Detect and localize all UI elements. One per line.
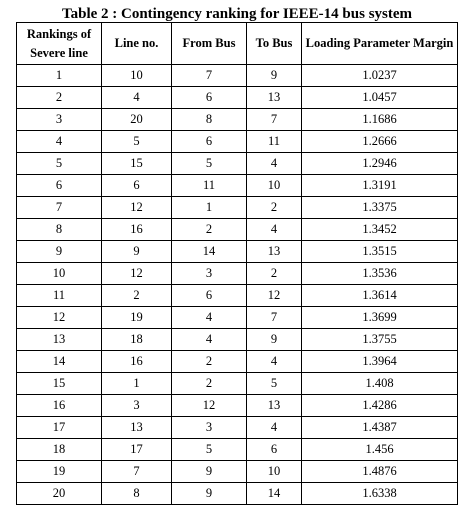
table-row	[17, 307, 458, 329]
cell-from-bus: 12	[172, 395, 247, 417]
cell-from-bus: 9	[172, 461, 247, 483]
cell-to-bus: 11	[247, 131, 302, 153]
table-row	[17, 395, 458, 417]
cell-from-bus: 6	[172, 131, 247, 153]
header-loading-margin: Loading Parameter Margin	[302, 23, 458, 65]
cell-to-bus: 10	[247, 175, 302, 197]
cell-loading-margin: 1.4286	[302, 395, 458, 417]
cell-from-bus: 6	[172, 285, 247, 307]
cell-rank: 11	[17, 285, 102, 307]
contingency-ranking-table	[16, 22, 458, 505]
cell-from-bus: 5	[172, 439, 247, 461]
cell-loading-margin: 1.3515	[302, 241, 458, 263]
cell-loading-margin: 1.3755	[302, 329, 458, 351]
cell-to-bus: 2	[247, 263, 302, 285]
cell-line-no: 8	[102, 483, 172, 505]
cell-line-no: 13	[102, 417, 172, 439]
cell-to-bus: 4	[247, 351, 302, 373]
cell-line-no: 3	[102, 395, 172, 417]
cell-loading-margin: 1.0237	[302, 65, 458, 87]
cell-from-bus: 9	[172, 483, 247, 505]
table-row	[17, 263, 458, 285]
cell-rank: 20	[17, 483, 102, 505]
cell-to-bus: 10	[247, 461, 302, 483]
cell-to-bus: 4	[247, 153, 302, 175]
table-row	[17, 153, 458, 175]
cell-loading-margin: 1.408	[302, 373, 458, 395]
cell-rank: 19	[17, 461, 102, 483]
cell-loading-margin: 1.6338	[302, 483, 458, 505]
cell-from-bus: 7	[172, 65, 247, 87]
cell-loading-margin: 1.3452	[302, 219, 458, 241]
table-body	[17, 65, 458, 505]
table-row	[17, 285, 458, 307]
cell-loading-margin: 1.4387	[302, 417, 458, 439]
cell-loading-margin: 1.3614	[302, 285, 458, 307]
cell-from-bus: 4	[172, 307, 247, 329]
cell-to-bus: 14	[247, 483, 302, 505]
cell-line-no: 20	[102, 109, 172, 131]
cell-from-bus: 14	[172, 241, 247, 263]
cell-line-no: 15	[102, 153, 172, 175]
cell-line-no: 19	[102, 307, 172, 329]
cell-rank: 2	[17, 87, 102, 109]
cell-rank: 10	[17, 263, 102, 285]
header-rankings-line2: Severe line	[30, 45, 88, 60]
cell-line-no: 5	[102, 131, 172, 153]
cell-to-bus: 4	[247, 417, 302, 439]
cell-line-no: 4	[102, 87, 172, 109]
table-row	[17, 461, 458, 483]
table-row	[17, 329, 458, 351]
cell-rank: 4	[17, 131, 102, 153]
cell-from-bus: 2	[172, 351, 247, 373]
cell-from-bus: 6	[172, 87, 247, 109]
cell-to-bus: 4	[247, 219, 302, 241]
header-rankings-line1: Rankings of	[26, 26, 92, 41]
table-row	[17, 65, 458, 87]
cell-to-bus: 7	[247, 307, 302, 329]
cell-rank: 7	[17, 197, 102, 219]
cell-loading-margin: 1.2666	[302, 131, 458, 153]
cell-rank: 17	[17, 417, 102, 439]
table-row	[17, 87, 458, 109]
cell-loading-margin: 1.1686	[302, 109, 458, 131]
cell-loading-margin: 1.4876	[302, 461, 458, 483]
cell-from-bus: 2	[172, 219, 247, 241]
cell-to-bus: 9	[247, 65, 302, 87]
cell-loading-margin: 1.456	[302, 439, 458, 461]
table-row	[17, 197, 458, 219]
cell-from-bus: 3	[172, 417, 247, 439]
header-from-bus: From Bus	[172, 23, 247, 65]
cell-rank: 13	[17, 329, 102, 351]
cell-loading-margin: 1.3191	[302, 175, 458, 197]
cell-line-no: 12	[102, 263, 172, 285]
cell-rank: 3	[17, 109, 102, 131]
cell-line-no: 10	[102, 65, 172, 87]
cell-line-no: 1	[102, 373, 172, 395]
cell-rank: 18	[17, 439, 102, 461]
cell-line-no: 16	[102, 351, 172, 373]
cell-to-bus: 6	[247, 439, 302, 461]
cell-from-bus: 3	[172, 263, 247, 285]
table-row	[17, 219, 458, 241]
cell-rank: 15	[17, 373, 102, 395]
header-to-bus: To Bus	[247, 23, 302, 65]
cell-rank: 6	[17, 175, 102, 197]
cell-rank: 16	[17, 395, 102, 417]
cell-to-bus: 5	[247, 373, 302, 395]
cell-from-bus: 8	[172, 109, 247, 131]
cell-to-bus: 2	[247, 197, 302, 219]
cell-from-bus: 4	[172, 329, 247, 351]
cell-from-bus: 2	[172, 373, 247, 395]
cell-rank: 12	[17, 307, 102, 329]
cell-from-bus: 5	[172, 153, 247, 175]
table-row	[17, 351, 458, 373]
table-row	[17, 109, 458, 131]
cell-line-no: 17	[102, 439, 172, 461]
table-row	[17, 483, 458, 505]
cell-rank: 5	[17, 153, 102, 175]
cell-loading-margin: 1.2946	[302, 153, 458, 175]
table-row	[17, 439, 458, 461]
cell-from-bus: 11	[172, 175, 247, 197]
cell-line-no: 2	[102, 285, 172, 307]
cell-line-no: 7	[102, 461, 172, 483]
cell-line-no: 18	[102, 329, 172, 351]
cell-line-no: 9	[102, 241, 172, 263]
cell-loading-margin: 1.0457	[302, 87, 458, 109]
table-row	[17, 373, 458, 395]
header-line-no: Line no.	[102, 23, 172, 65]
cell-line-no: 6	[102, 175, 172, 197]
table-row	[17, 131, 458, 153]
cell-line-no: 16	[102, 219, 172, 241]
cell-to-bus: 13	[247, 87, 302, 109]
cell-loading-margin: 1.3536	[302, 263, 458, 285]
header-rankings	[17, 23, 102, 65]
table-row	[17, 417, 458, 439]
header-row	[17, 23, 458, 65]
cell-to-bus: 13	[247, 395, 302, 417]
cell-to-bus: 13	[247, 241, 302, 263]
cell-to-bus: 7	[247, 109, 302, 131]
table-title: Table 2 : Contingency ranking for IEEE-14 bus system	[61, 6, 413, 22]
cell-rank: 14	[17, 351, 102, 373]
table-row	[17, 175, 458, 197]
cell-loading-margin: 1.3375	[302, 197, 458, 219]
cell-loading-margin: 1.3964	[302, 351, 458, 373]
cell-from-bus: 1	[172, 197, 247, 219]
cell-rank: 8	[17, 219, 102, 241]
cell-rank: 9	[17, 241, 102, 263]
cell-rank: 1	[17, 65, 102, 87]
table-header	[17, 23, 458, 65]
cell-to-bus: 12	[247, 285, 302, 307]
cell-to-bus: 9	[247, 329, 302, 351]
cell-line-no: 12	[102, 197, 172, 219]
cell-loading-margin: 1.3699	[302, 307, 458, 329]
table-row	[17, 241, 458, 263]
